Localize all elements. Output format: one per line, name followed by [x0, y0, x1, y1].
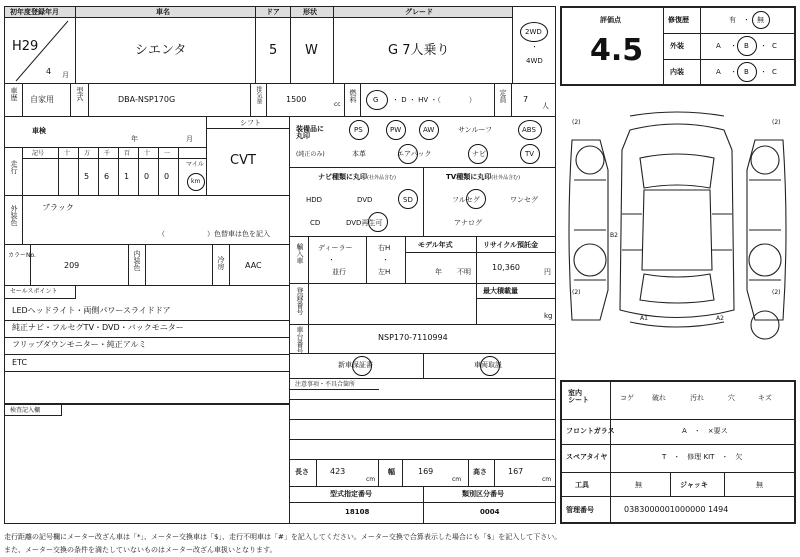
category-value: 0004	[480, 508, 500, 516]
fuel-options: ・ D ・ HV ・（ ）	[392, 96, 476, 104]
mileage-digit: 5	[84, 172, 90, 181]
exterior-color-value: ブラック	[42, 203, 74, 212]
sep	[308, 236, 309, 284]
mileage-digit: 0	[144, 172, 150, 181]
tv-oneseg: ワンセグ	[510, 196, 538, 204]
reg-era: H29	[12, 39, 39, 54]
equipment-sublabel: (純正のみ)	[296, 151, 325, 158]
sep	[229, 244, 230, 286]
sales-point-line: ETC	[12, 358, 28, 367]
length-label: 長さ	[295, 468, 309, 476]
car-name: シエンタ	[135, 43, 187, 58]
sep	[289, 399, 556, 400]
sep	[560, 419, 796, 420]
sep	[88, 83, 89, 117]
import-left: 左H	[378, 268, 391, 276]
color-no-label: カラーNo.	[8, 252, 36, 259]
seat-label: 室内 シート	[568, 389, 589, 404]
mileage-label: 走行	[10, 160, 18, 174]
sep	[560, 472, 796, 473]
sep	[724, 472, 725, 496]
import-dealer: ディーラー	[318, 244, 353, 252]
exterior-label: 外装	[670, 42, 684, 50]
navi-label: ナビ種類に丸印(社外品含む)	[318, 173, 396, 181]
sep	[78, 147, 79, 196]
mileage-memo-label: 記号	[32, 150, 45, 157]
grade-sep: ・	[760, 42, 767, 50]
recycle-value: 10,360	[492, 263, 520, 272]
jack-value: 無	[756, 481, 763, 489]
door-count: 5	[269, 43, 278, 58]
sep	[560, 496, 796, 497]
model-label: 型式	[76, 87, 84, 101]
exterior-color-note: （ ）色替車は色を記入	[158, 230, 270, 238]
equip-ps: PS	[354, 126, 363, 134]
sep	[560, 444, 796, 445]
import-parallel: 並行	[332, 268, 346, 276]
navi-cd: CD	[310, 219, 321, 227]
mileage-unit: 千	[104, 150, 111, 157]
damage-mark: A1	[640, 315, 648, 322]
sep	[610, 380, 611, 524]
sep	[4, 147, 206, 148]
displacement-unit: cc	[334, 101, 341, 108]
sep	[138, 147, 139, 196]
seat-item: 穴	[728, 394, 735, 402]
exterior-grade-c: C	[772, 42, 777, 50]
capacity-unit: 人	[542, 102, 549, 110]
tv-analog: アナログ	[454, 219, 482, 227]
inspection-month-label: 月	[186, 135, 193, 143]
grade-label: グレード	[405, 8, 433, 16]
reg-month: 4	[46, 67, 52, 76]
exterior-grade-a: A	[716, 42, 721, 50]
sep	[402, 459, 403, 487]
mileage-unit: 十	[64, 150, 71, 157]
spare-tire-value: T ・ 修理 KIT ・ 欠	[662, 453, 743, 461]
damage-mark: B2	[610, 232, 618, 239]
sep	[663, 59, 796, 60]
diagram-corner-mark: (2)	[572, 289, 581, 296]
shift-value: CVT	[230, 153, 256, 168]
mileage-digit: 0	[164, 172, 170, 181]
sep	[366, 236, 367, 284]
sep	[289, 389, 379, 390]
interior-grade-b: B	[744, 68, 749, 76]
sep	[158, 147, 159, 196]
sales-point-line: 純正ナビ・フルセグTV・DVD・バックモニター	[12, 323, 184, 332]
mileage-unit-mile: マイル	[186, 161, 204, 168]
sep	[22, 83, 23, 117]
equip-leather: 本革	[352, 150, 366, 158]
diagram-corner-mark: (2)	[772, 119, 781, 126]
sep	[308, 324, 309, 354]
model-value: DBA-NSP170G	[118, 95, 176, 104]
drive-4wd: 4WD	[526, 57, 543, 65]
sep	[670, 472, 671, 496]
sep	[423, 486, 424, 524]
equip-pw: PW	[390, 126, 402, 134]
exterior-color-label: 外装色	[10, 205, 18, 226]
inspector-label: 検査記入欄	[10, 407, 41, 414]
inspection-year-label: 年	[131, 135, 138, 143]
equip-navi: ナビ	[472, 150, 486, 158]
import-label: 輸入車	[296, 243, 304, 264]
shift-label: シフト	[240, 119, 261, 127]
displacement-label: 排気量	[255, 86, 262, 104]
sep	[700, 6, 701, 86]
mileage-unit: 百	[124, 150, 131, 157]
designation-value: 18108	[345, 508, 370, 516]
sep	[476, 298, 556, 299]
capacity-value: 7	[523, 95, 529, 104]
use-value: 自家用	[30, 95, 54, 104]
reg-month-unit: 月	[62, 71, 69, 79]
shape-value: W	[305, 43, 318, 58]
length-unit: cm	[366, 476, 376, 483]
sep	[58, 147, 59, 196]
sep	[98, 147, 99, 196]
max-load-label: 最大積載量	[483, 287, 518, 295]
interior-color-label: 内装色	[133, 250, 141, 271]
sep	[22, 195, 23, 245]
max-load-unit: kg	[544, 312, 553, 320]
car-name-label: 車名	[156, 8, 170, 16]
sales-point-line: LEDヘッドライト・両側パワースライドドア	[12, 306, 171, 315]
sep	[316, 459, 317, 487]
sep	[663, 33, 796, 34]
sep	[4, 354, 290, 355]
fuel-label: 燃料	[349, 89, 357, 103]
sep	[70, 83, 71, 117]
equip-tv: TV	[525, 150, 535, 158]
sep	[4, 337, 290, 338]
sep	[476, 236, 477, 284]
door-label: ドア	[266, 8, 280, 16]
chassis-label: 車台番号	[296, 326, 304, 354]
equip-abs: ABS	[522, 126, 536, 134]
import-right: 右H	[378, 244, 391, 252]
ac-value: AAC	[245, 261, 262, 270]
sep	[145, 244, 146, 286]
equip-airbag: エアバック	[397, 150, 432, 158]
recycle-label: リサイクル預託金	[483, 241, 539, 249]
sep	[511, 83, 512, 117]
notes-label: 注意事項・不具合箇所	[295, 381, 356, 388]
sep	[405, 252, 556, 253]
model-year-unit: 年	[435, 268, 442, 276]
model-year-label: モデル年式	[418, 241, 453, 249]
sep	[378, 459, 379, 487]
inspector-block	[4, 404, 290, 524]
chassis-value: NSP170-7110994	[378, 333, 448, 342]
height-unit: cm	[542, 476, 552, 483]
interior-label: 内装	[670, 68, 684, 76]
color-no-value: 209	[64, 261, 80, 270]
sep	[289, 419, 556, 420]
navi-dvd: DVD	[357, 196, 373, 204]
sep	[4, 320, 290, 321]
spare-tire-label: スペアタイヤ	[566, 453, 608, 461]
navi-hdd: HDD	[306, 196, 323, 204]
recycle-unit: 円	[544, 268, 551, 276]
sep	[118, 147, 119, 196]
sep	[250, 83, 251, 117]
doc-warranty: 新車保証書	[338, 361, 373, 369]
mileage-unit-km: km	[191, 178, 201, 185]
equipment-label: 装備品に 丸印	[296, 125, 324, 140]
sep	[308, 283, 309, 325]
tools-label: 工具	[575, 481, 589, 489]
seat-item: 汚れ	[690, 394, 704, 402]
first-reg-label: 初年度登録年月	[10, 8, 59, 16]
seat-item: 破れ	[652, 394, 666, 402]
import-sep: ・	[328, 256, 335, 264]
sep	[289, 439, 556, 440]
mileage-digit: 1	[124, 172, 130, 181]
sep	[405, 236, 406, 284]
sales-point-line: フリップダウンモニター・純正アルミ	[12, 340, 147, 349]
registration-label: 登録番号	[296, 287, 304, 315]
height-label: 高さ	[473, 468, 487, 476]
mileage-unit: 万	[84, 150, 91, 157]
grade-value: G 7人乗り	[388, 43, 450, 58]
score-label: 評価点	[600, 16, 621, 24]
management-value: 0383000001000000 1494	[624, 505, 729, 514]
sep	[289, 502, 556, 503]
sep	[266, 83, 267, 117]
sep	[423, 353, 424, 379]
windshield-label: フロントガラス	[566, 427, 615, 435]
repair-label: 修復歴	[668, 16, 689, 24]
mileage-digit: 6	[104, 172, 110, 181]
displacement-value: 1500	[286, 95, 307, 104]
footer-line-1: 走行距離の記号欄にメーター改ざん車は「*」、メーター交換車は「$」、走行不明車は「#」を記入してください。メーター交換で合算表示した場合にも「$」を記入して下さい。	[4, 533, 562, 541]
height-value: 167	[508, 467, 524, 476]
drive-sep: ・	[531, 43, 538, 51]
mileage-unit: 一	[164, 150, 171, 157]
diagram-corner-mark: (2)	[572, 119, 581, 126]
equip-sunroof: サンルーフ	[458, 126, 493, 134]
management-label: 管理番号	[566, 506, 594, 514]
sep	[344, 83, 345, 117]
tools-value: 無	[635, 481, 642, 489]
navi-dvd-play: DVD再生可	[346, 219, 383, 227]
shape-label: 形状	[303, 8, 317, 16]
import-sep: ・	[382, 256, 389, 264]
equip-aw: AW	[423, 126, 435, 134]
sep	[423, 167, 424, 237]
inspection-label: 車検	[32, 127, 46, 135]
sep	[30, 244, 31, 286]
exterior-grade-b: B	[744, 42, 749, 50]
windshield-value: A ・ ×要ス	[682, 427, 728, 435]
damage-mark: A2	[716, 315, 724, 322]
doc-manual: 車両取説	[474, 361, 502, 369]
sales-points-label: セールスポイント	[10, 288, 58, 295]
width-value: 169	[418, 467, 434, 476]
width-unit: cm	[452, 476, 462, 483]
sep	[494, 83, 495, 117]
width-label: 幅	[388, 468, 395, 476]
sep	[4, 371, 290, 372]
drive-2wd: 2WD	[525, 28, 542, 36]
sep	[476, 283, 477, 325]
capacity-label: 定員	[499, 89, 507, 103]
tv-label: TV種類に丸印(社外品含む)	[446, 173, 521, 181]
designation-label: 型式指定番号	[330, 490, 372, 498]
seat-item: コゲ	[620, 394, 634, 402]
fuel-g: G	[373, 96, 379, 104]
navi-sd: SD	[403, 196, 413, 204]
repair-sep: ・	[743, 16, 750, 24]
ac-label: 冷房	[217, 256, 225, 270]
sep	[663, 6, 664, 86]
use-label: 車歴	[10, 87, 18, 101]
length-value: 423	[330, 467, 346, 476]
interior-grade-a: A	[716, 68, 721, 76]
grade-sep: ・	[760, 68, 767, 76]
repair-yes: 有	[729, 16, 736, 24]
sep	[178, 147, 179, 196]
seat-item: キズ	[758, 394, 772, 402]
grade-sep: ・	[730, 42, 737, 50]
score-value: 4.5	[590, 33, 644, 68]
footer-line-2: また、メーター交換の条件を満たしていないものはメーター改ざん車扱いとなります。	[4, 546, 277, 554]
sep	[494, 459, 495, 487]
interior-grade-c: C	[772, 68, 777, 76]
category-label: 類別区分番号	[462, 490, 504, 498]
tv-fullseg: フルセグ	[452, 196, 480, 204]
jack-label: ジャッキ	[680, 481, 708, 489]
sep	[206, 128, 290, 129]
sep	[22, 147, 23, 196]
sep	[468, 459, 469, 487]
grade-sep: ・	[730, 68, 737, 76]
diagram-corner-mark: (2)	[772, 289, 781, 296]
model-year-unknown: 不明	[457, 268, 471, 276]
mileage-unit: 十	[144, 150, 151, 157]
sep	[212, 244, 213, 286]
repair-no: 無	[757, 16, 764, 24]
sep	[128, 244, 129, 286]
sep	[360, 83, 361, 117]
car-damage-diagram	[560, 110, 795, 350]
